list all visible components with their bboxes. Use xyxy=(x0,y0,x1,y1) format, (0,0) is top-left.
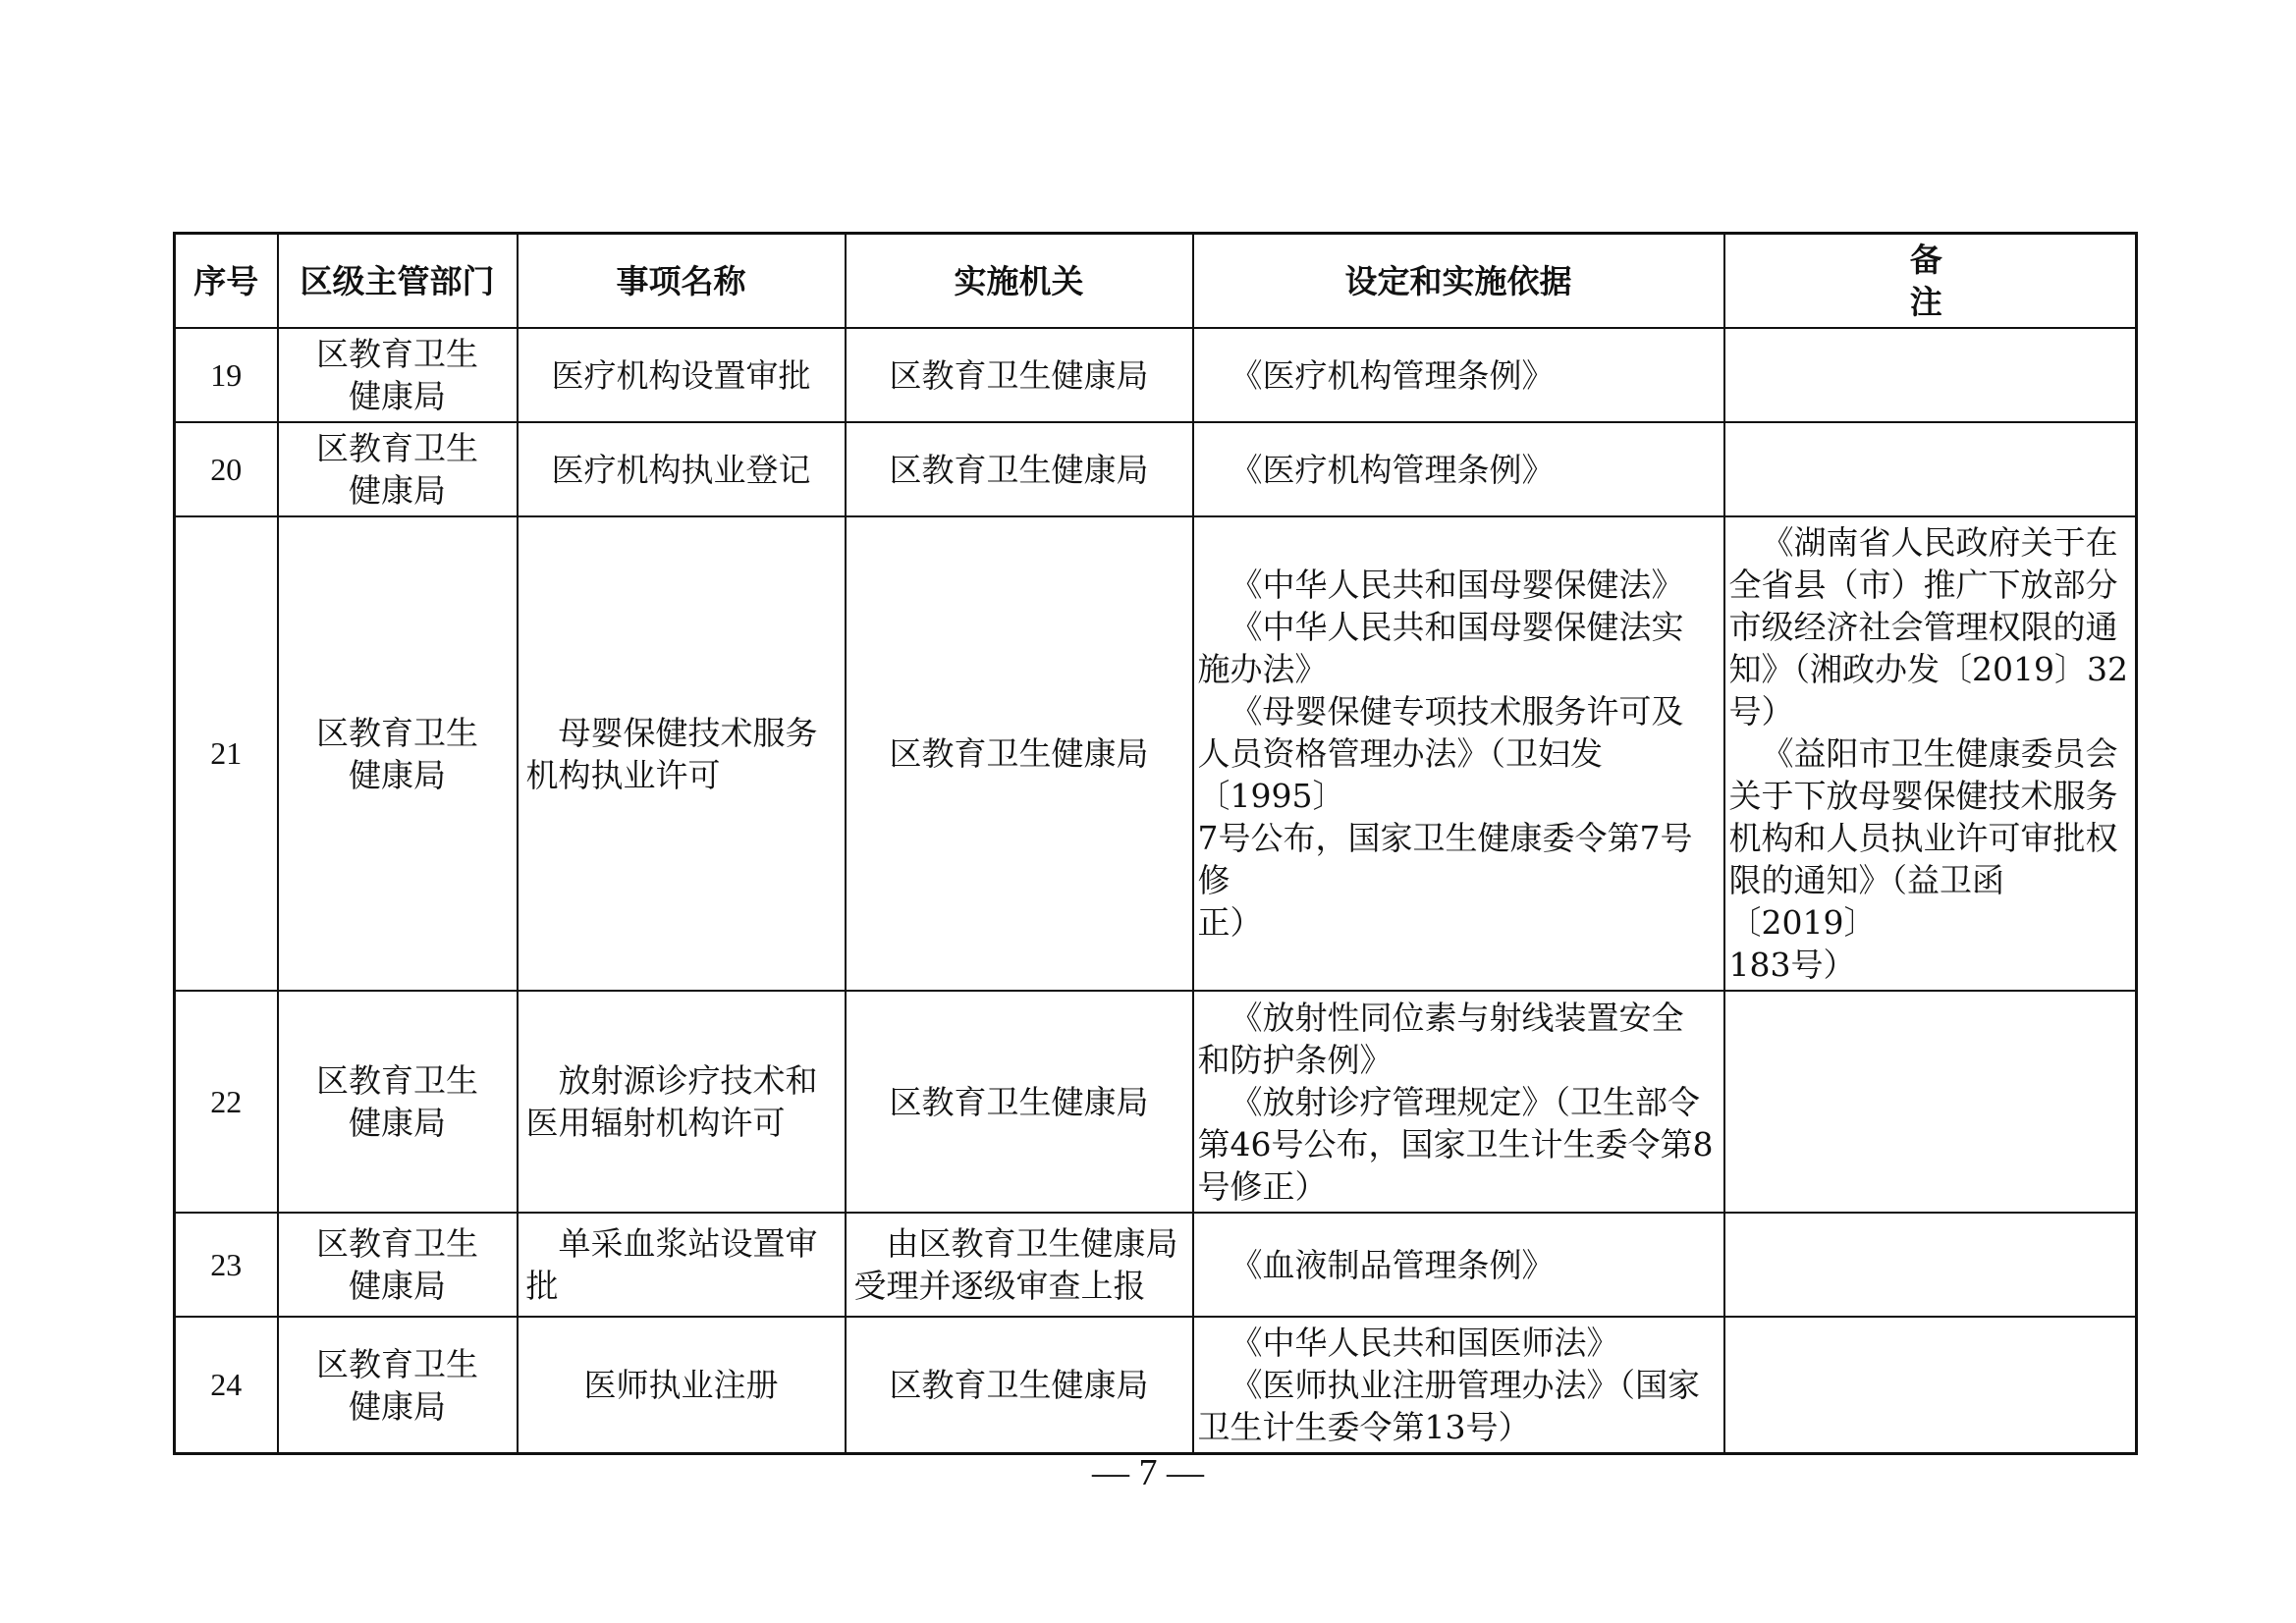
cell-dept xyxy=(278,1317,518,1454)
table-row xyxy=(175,1213,2137,1317)
cell-no: 20 xyxy=(175,422,278,516)
table-row xyxy=(175,328,2137,422)
cell-basis-line: 正） xyxy=(1197,903,1263,942)
cell-basis-line: 号修正） xyxy=(1197,1166,1328,1206)
cell-note xyxy=(1724,1317,2137,1454)
cell-note xyxy=(1724,328,2137,422)
cell-basis-line: 《放射诊疗管理规定》（卫生部令 xyxy=(1230,1082,1700,1121)
cell-basis-line: 施办法》 xyxy=(1197,650,1328,688)
cell-note xyxy=(1724,516,2137,991)
cell-agency-line: 区教育卫生健康局 xyxy=(889,1366,1149,1404)
cell-note-line: 《益阳市卫生健康委员会 xyxy=(1761,734,2118,773)
cell-dept xyxy=(278,328,518,422)
cell-item-line: 医师执业注册 xyxy=(583,1366,779,1404)
cell-dept-line: 健康局 xyxy=(349,1386,446,1426)
cell-dept-line: 区教育卫生 xyxy=(316,1344,478,1383)
cell-dept-line: 区教育卫生 xyxy=(316,1061,478,1100)
table-row xyxy=(175,422,2137,516)
cell-basis-line: 《放射性同位素与射线装置安全 xyxy=(1230,998,1684,1037)
header-basis: 设定和实施依据 xyxy=(1193,234,1724,329)
cell-dept-line: 区教育卫生 xyxy=(316,429,478,467)
header-no: 序号 xyxy=(175,234,278,329)
cell-note-line: 市级经济社会管理权限的通 xyxy=(1728,608,2118,646)
cell-note-line: 《湖南省人民政府关于在 xyxy=(1761,523,2118,562)
cell-basis-line: 《医师执业注册管理办法》（国家 xyxy=(1230,1366,1700,1404)
cell-basis-line: 《中华人民共和国医师法》 xyxy=(1230,1324,1619,1362)
cell-item xyxy=(518,991,846,1213)
page-number: — 7 — xyxy=(1092,1452,1204,1493)
cell-note xyxy=(1724,422,2137,516)
table-row xyxy=(175,991,2137,1213)
cell-note xyxy=(1724,991,2137,1213)
cell-item xyxy=(518,328,846,422)
cell-basis-line: 7号公布，国家卫生健康委令第7号修 xyxy=(1197,819,1693,899)
cell-agency xyxy=(846,328,1193,422)
cell-dept xyxy=(278,516,518,991)
cell-agency-line: 由区教育卫生健康局 xyxy=(886,1224,1178,1263)
cell-no: 21 xyxy=(175,516,278,991)
cell-dept-line: 健康局 xyxy=(349,377,446,415)
cell-basis-line: 《母婴保健专项技术服务许可及 xyxy=(1230,692,1684,730)
cell-no: 24 xyxy=(175,1317,278,1454)
cell-item xyxy=(518,422,846,516)
cell-basis-line: 卫生计生委令第13号） xyxy=(1197,1408,1531,1446)
cell-dept xyxy=(278,1213,518,1317)
cell-note-line: 限的通知》（益卫函〔2019〕 xyxy=(1728,861,2004,942)
cell-item xyxy=(518,1213,846,1317)
cell-note-line: 关于下放母婴保健技术服务 xyxy=(1728,777,2118,815)
cell-note-line: 全省县（市）推广下放部分 xyxy=(1728,566,2118,604)
cell-item-line: 母婴保健技术服务 xyxy=(558,713,818,752)
cell-dept-line: 区教育卫生 xyxy=(316,335,478,373)
cell-basis xyxy=(1193,328,1724,422)
cell-agency xyxy=(846,1213,1193,1317)
cell-basis-line: 《中华人民共和国母婴保健法实 xyxy=(1230,608,1684,646)
cell-item-line: 单采血浆站设置审 xyxy=(558,1224,818,1263)
table-row xyxy=(175,1317,2137,1454)
header-agency: 实施机关 xyxy=(846,234,1193,329)
cell-basis xyxy=(1193,516,1724,991)
cell-no: 19 xyxy=(175,328,278,422)
cell-agency xyxy=(846,991,1193,1213)
cell-dept-line: 健康局 xyxy=(349,755,446,794)
cell-note-line: 183号） xyxy=(1728,946,1856,984)
cell-agency xyxy=(846,422,1193,516)
cell-item xyxy=(518,1317,846,1454)
cell-basis-line: 《医疗机构管理条例》 xyxy=(1230,450,1555,489)
table-body xyxy=(175,328,2137,1454)
cell-dept-line: 健康局 xyxy=(349,1267,446,1305)
cell-item-line: 放射源诊疗技术和 xyxy=(558,1061,818,1100)
approval-items-table xyxy=(173,232,2138,1455)
cell-basis xyxy=(1193,991,1724,1213)
cell-agency xyxy=(846,516,1193,991)
cell-item-line: 机构执业许可 xyxy=(525,755,721,794)
cell-item-line: 医疗机构执业登记 xyxy=(551,450,811,489)
cell-basis xyxy=(1193,422,1724,516)
cell-agency-line: 受理并逐级审查上报 xyxy=(853,1267,1146,1305)
cell-item xyxy=(518,516,846,991)
cell-agency xyxy=(846,1317,1193,1454)
cell-no: 23 xyxy=(175,1213,278,1317)
cell-no: 22 xyxy=(175,991,278,1213)
cell-agency-line: 区教育卫生健康局 xyxy=(889,1082,1149,1121)
cell-dept xyxy=(278,991,518,1213)
table-row xyxy=(175,516,2137,991)
cell-note-line: 知》（湘政办发〔2019〕32 xyxy=(1728,650,2128,688)
header-note: 备 注 xyxy=(1724,234,2137,329)
cell-dept-line: 健康局 xyxy=(349,1104,446,1142)
cell-basis-line: 和防护条例》 xyxy=(1197,1040,1393,1079)
approval-items-table-container xyxy=(173,232,2135,1455)
cell-dept-line: 区教育卫生 xyxy=(316,713,478,752)
cell-basis-line: 第46号公布，国家卫生计生委令第8 xyxy=(1197,1124,1714,1163)
cell-basis xyxy=(1193,1317,1724,1454)
cell-basis-line: 《血液制品管理条例》 xyxy=(1230,1245,1555,1284)
cell-agency-line: 区教育卫生健康局 xyxy=(889,734,1149,773)
cell-item-line: 医疗机构设置审批 xyxy=(551,355,811,395)
cell-agency-line: 区教育卫生健康局 xyxy=(889,450,1149,489)
cell-dept-line: 健康局 xyxy=(349,471,446,510)
cell-basis-line: 《中华人民共和国母婴保健法》 xyxy=(1230,566,1684,604)
table-header-row xyxy=(175,234,2137,329)
cell-note xyxy=(1724,1213,2137,1317)
header-item: 事项名称 xyxy=(518,234,846,329)
cell-agency-line: 区教育卫生健康局 xyxy=(889,355,1149,395)
cell-item-line: 医用辐射机构许可 xyxy=(525,1104,786,1142)
cell-note-line: 机构和人员执业许可审批权 xyxy=(1728,819,2118,857)
cell-basis-line: 人员资格管理办法》（卫妇发〔1995〕 xyxy=(1197,734,1603,815)
cell-basis-line: 《医疗机构管理条例》 xyxy=(1230,355,1555,395)
cell-item-line: 批 xyxy=(525,1267,559,1305)
cell-note-line: 号） xyxy=(1728,692,1794,730)
cell-dept-line: 区教育卫生 xyxy=(316,1224,478,1263)
header-dept: 区级主管部门 xyxy=(278,234,518,329)
cell-basis xyxy=(1193,1213,1724,1317)
cell-dept xyxy=(278,422,518,516)
